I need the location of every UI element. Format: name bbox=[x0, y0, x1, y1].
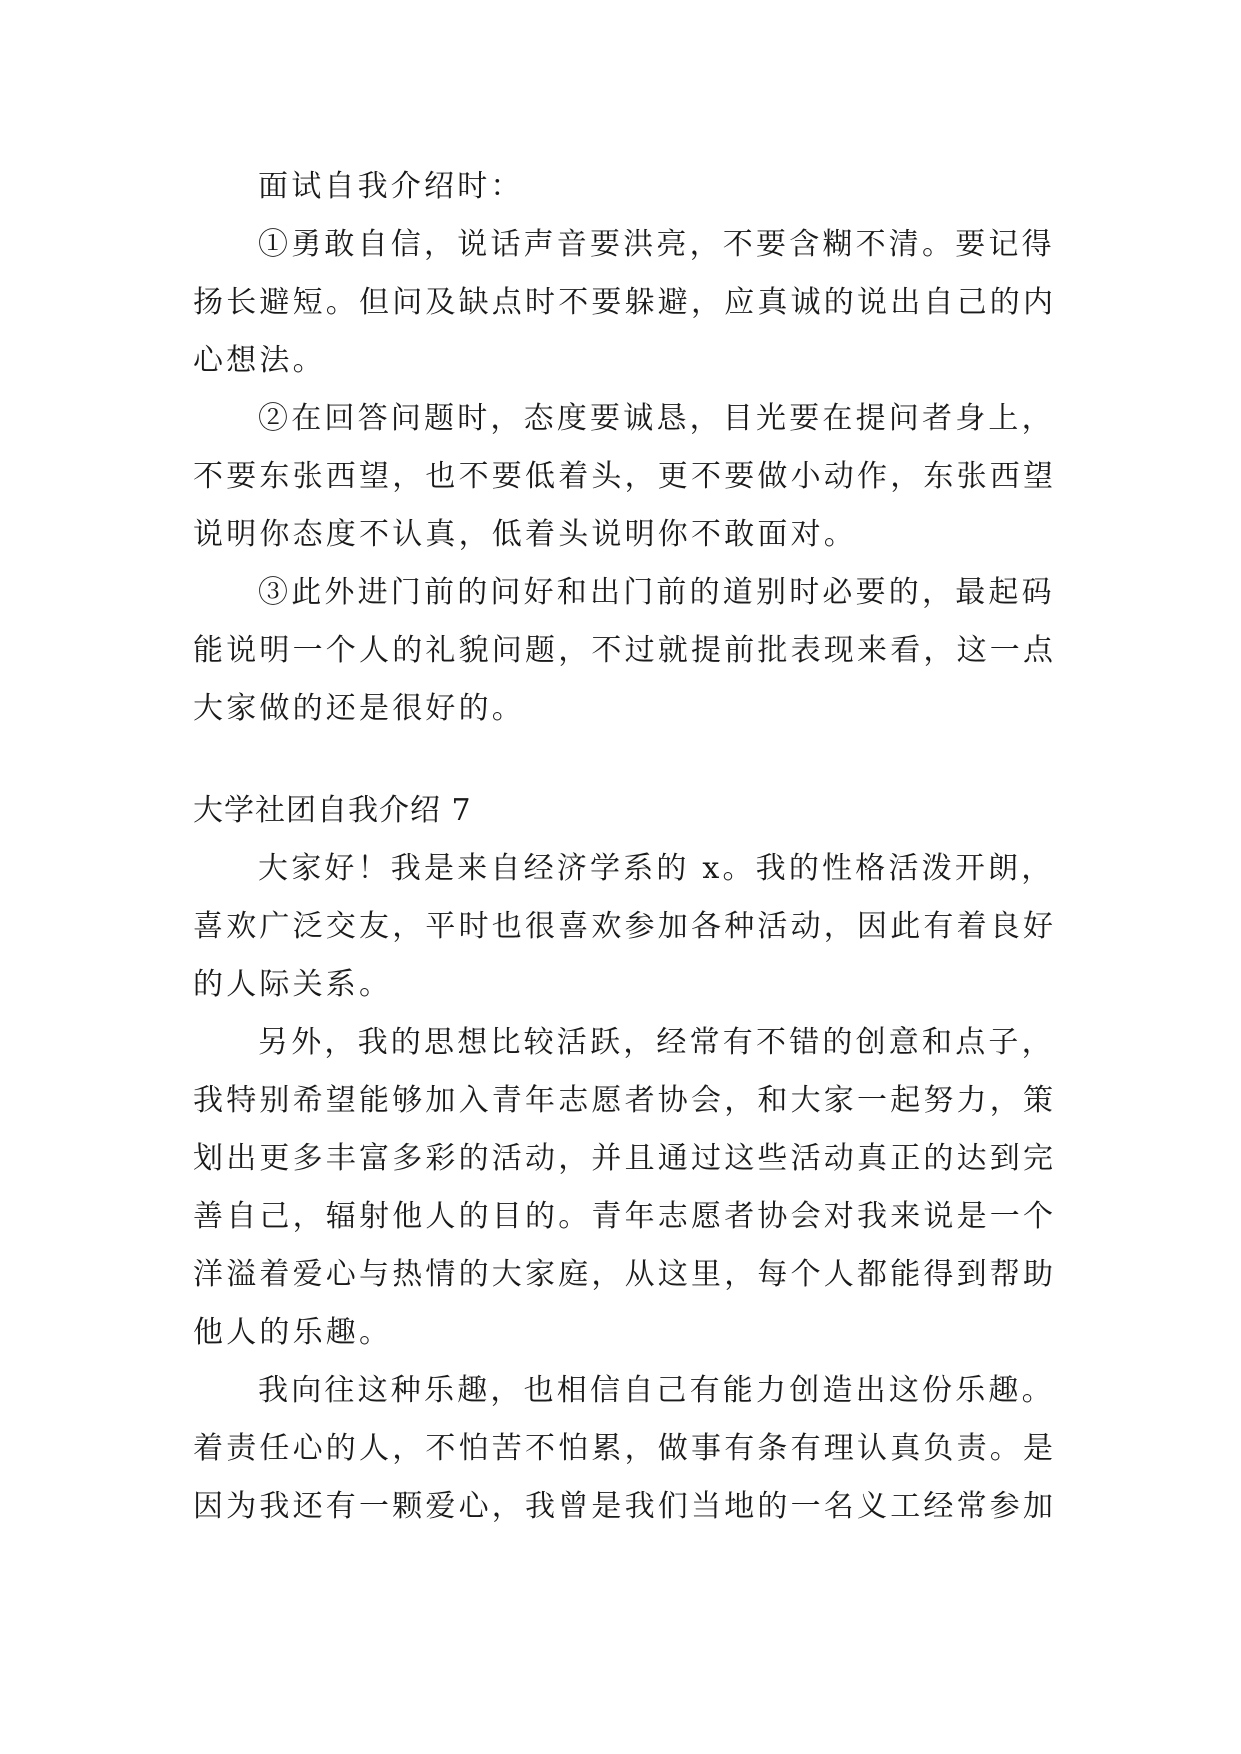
section2-heading: 大学社团自我介绍 7 bbox=[193, 793, 472, 828]
para3-line-3: 因为我还有一颗爱心，我曾是我们当地的一名义工经常参加 bbox=[193, 1489, 1057, 1524]
para2-line-2: 我特别希望能够加入青年志愿者协会，和大家一起努力，策 bbox=[193, 1083, 1057, 1118]
point3-line-1: ③此外进门前的问好和出门前的道别时必要的，最起码 bbox=[258, 575, 1055, 610]
point1-line-2: 扬长避短。但问及缺点时不要躲避，应真诚的说出自己的内 bbox=[193, 285, 1057, 320]
para2-line-5: 洋溢着爱心与热情的大家庭，从这里，每个人都能得到帮助 bbox=[193, 1257, 1057, 1292]
para2-line-6: 他人的乐趣。 bbox=[193, 1315, 393, 1350]
para2-line-1: 另外，我的思想比较活跃，经常有不错的创意和点子， bbox=[258, 1025, 1055, 1060]
para3-line-1: 我向往这种乐趣，也相信自己有能力创造出这份乐趣。 bbox=[258, 1373, 1055, 1408]
point2-line-1: ②在回答问题时，态度要诚恳，目光要在提问者身上， bbox=[258, 401, 1055, 436]
point2-line-3: 说明你态度不认真，低着头说明你不敢面对。 bbox=[193, 517, 857, 552]
point1-line-3: 心想法。 bbox=[193, 343, 326, 378]
point3-line-3: 大家做的还是很好的。 bbox=[193, 691, 525, 726]
section1-intro: 面试自我介绍时： bbox=[258, 169, 524, 204]
para1-line-2: 喜欢广泛交友，平时也很喜欢参加各种活动，因此有着良好 bbox=[193, 909, 1057, 944]
point1-line-1: ①勇敢自信，说话声音要洪亮，不要含糊不清。要记得 bbox=[258, 227, 1055, 262]
para1-line-3: 的人际关系。 bbox=[193, 967, 393, 1002]
para2-line-4: 善自己，辐射他人的目的。青年志愿者协会对我来说是一个 bbox=[193, 1199, 1057, 1234]
point3-line-2: 能说明一个人的礼貌问题，不过就提前批表现来看，这一点 bbox=[193, 633, 1057, 668]
para2-line-3: 划出更多丰富多彩的活动，并且通过这些活动真正的达到完 bbox=[193, 1141, 1057, 1176]
point2-line-2: 不要东张西望，也不要低着头，更不要做小动作，东张西望 bbox=[193, 459, 1057, 494]
para3-line-2: 着责任心的人，不怕苦不怕累，做事有条有理认真负责。是 bbox=[193, 1431, 1057, 1466]
para1-line-1: 大家好！我是来自经济学系的 x。我的性格活泼开朗， bbox=[258, 851, 1055, 886]
